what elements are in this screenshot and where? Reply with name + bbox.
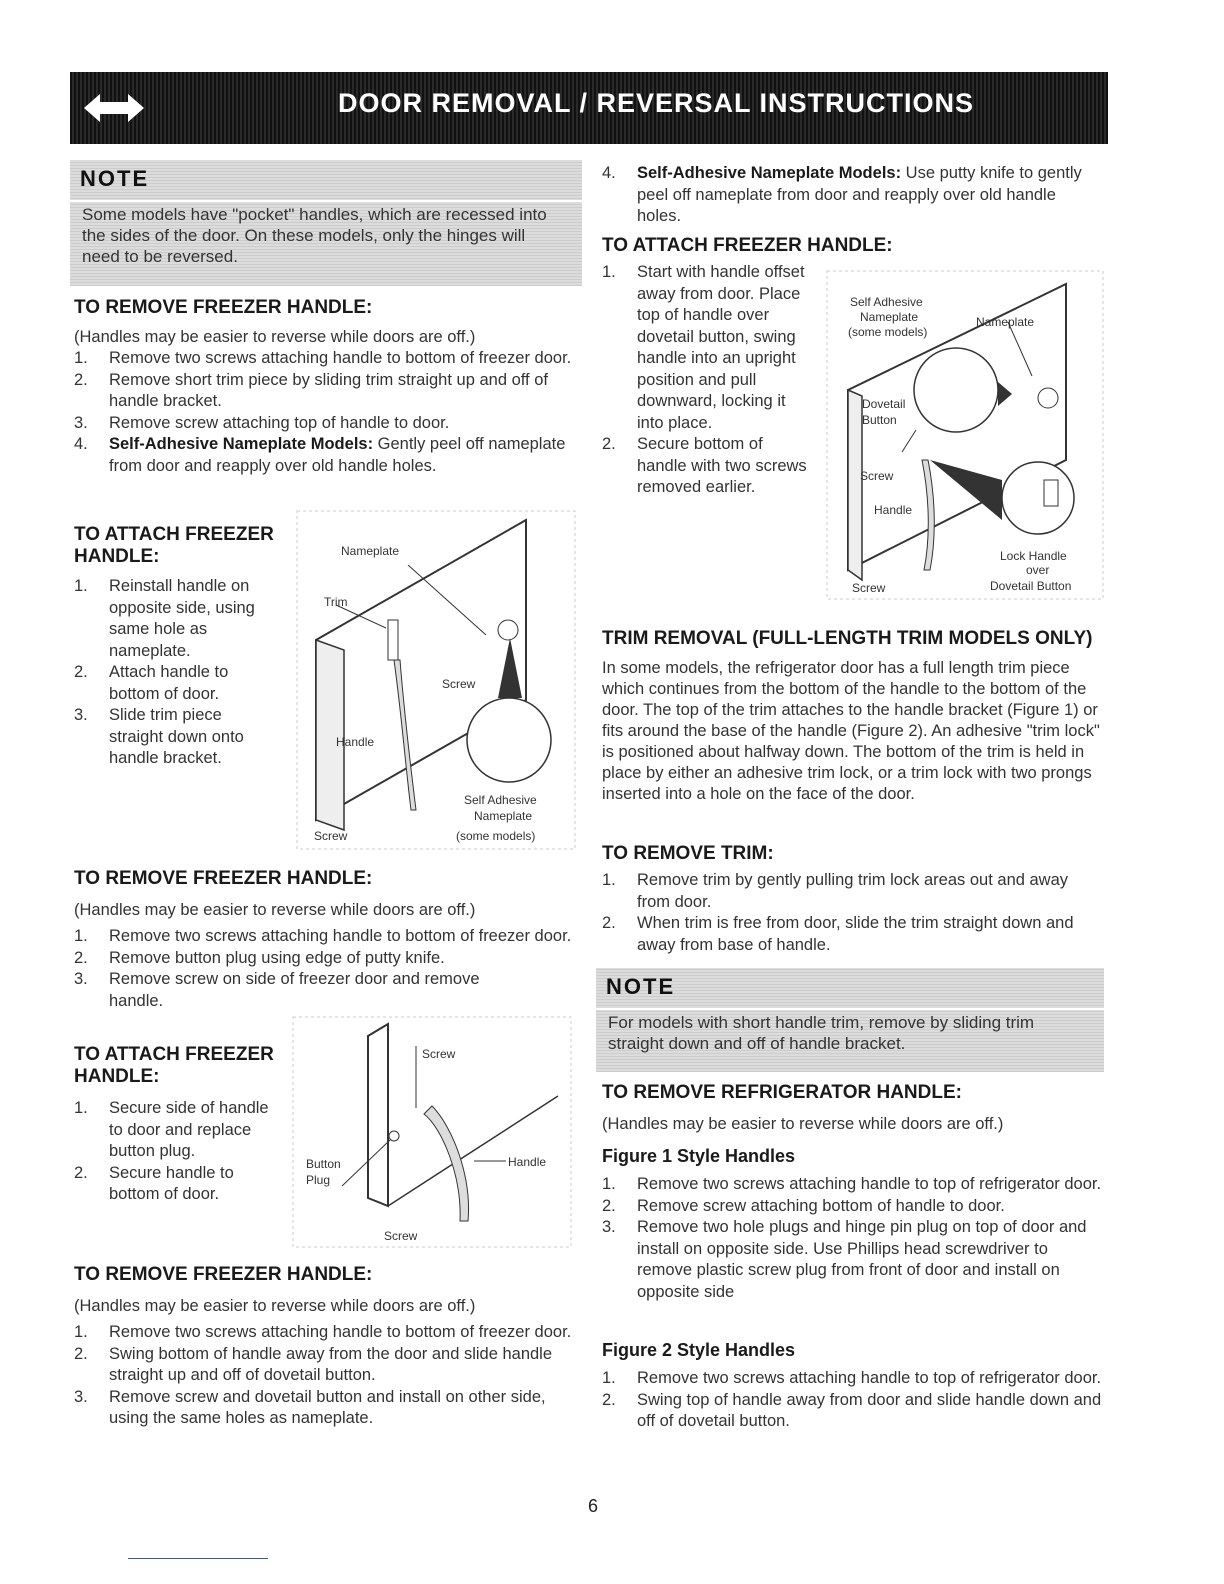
- note-title: NOTE: [606, 974, 676, 999]
- list-item: 3. Remove screw and dovetail button and install on other side, using the same holes as nameplate.: [74, 1387, 546, 1427]
- fig-label: Nameplate: [341, 544, 400, 558]
- fig-label: Self Adhesive: [464, 793, 537, 807]
- header-banner: [70, 72, 1108, 144]
- fig-label: Dovetail: [862, 397, 906, 411]
- fig-label: Dovetail Button: [990, 579, 1072, 593]
- list-item: 3. Remove screw on side of freezer door and remove handle.: [74, 970, 480, 1010]
- fig-label: Handle: [874, 503, 913, 517]
- list-item: 4. Self-Adhesive Nameplate Models: Gently peel off nameplate from door and reapply over old handle holes.: [74, 435, 566, 475]
- fig-label: Screw: [384, 1229, 418, 1243]
- steps-list: [602, 870, 1102, 956]
- fig-label: Screw: [314, 829, 348, 843]
- section-title: TRIM REMOVAL (FULL-LENGTH TRIM MODELS ONLY): [602, 628, 1093, 649]
- fig-label: Screw: [442, 677, 476, 691]
- list-item: 2. Remove button plug using edge of putty knife.: [74, 948, 445, 967]
- list-item: 1. Remove two screws attaching handle to top of refrigerator door.: [602, 1369, 1102, 1387]
- note-text: For models with short handle trim, remove by sliding trim straight down and off of handle bracket.: [608, 1013, 1035, 1053]
- fig-label: over: [1026, 563, 1050, 577]
- list-item: 2. Swing bottom of handle away from the door and slide handle straight up and off of dovetail button.: [74, 1344, 553, 1384]
- section-title: TO REMOVE TRIM:: [602, 843, 774, 864]
- figure-button-plug: [292, 1016, 572, 1248]
- section-intro: (Handles may be easier to reverse while doors are off.): [74, 901, 476, 919]
- fig-label: Trim: [324, 595, 348, 609]
- section-title: TO REMOVE FREEZER HANDLE:: [74, 1264, 373, 1285]
- fig-label: Self Adhesive: [850, 295, 923, 309]
- section-intro: (Handles may be easier to reverse while doors are off.): [74, 328, 476, 346]
- list-item: 4. Self-Adhesive Nameplate Models: Use putty knife to gently peel off nameplate from door and reapply over old handle holes.: [602, 164, 1082, 225]
- fig-label: Nameplate: [474, 809, 533, 823]
- fig-label: Handle: [508, 1155, 547, 1169]
- section-intro: (Handles may be easier to reverse while doors are off.): [602, 1115, 1004, 1133]
- section-title: TO ATTACH FREEZER HANDLE:: [74, 1044, 274, 1087]
- list-item: 2. Swing top of handle away from door and slide handle down and off of dovetail button.: [602, 1390, 1102, 1430]
- section-title: TO REMOVE REFRIGERATOR HANDLE:: [602, 1082, 962, 1103]
- note-box: [596, 968, 1104, 1072]
- note-box: [70, 160, 582, 286]
- section-title: TO REMOVE FREEZER HANDLE:: [74, 868, 373, 889]
- list-item: 2. Secure bottom of handle with two screws removed earlier.: [602, 435, 807, 496]
- section-title: TO ATTACH FREEZER HANDLE:: [602, 235, 893, 256]
- list-item: 1. Remove two screws attaching handle to bottom of freezer door.: [74, 1323, 572, 1341]
- fig-label: Screw: [860, 469, 894, 483]
- page-number: 6: [588, 1496, 599, 1516]
- steps-list: [74, 348, 574, 477]
- steps-list: [602, 163, 1102, 228]
- section-text: In some models, the refrigerator door has a full length trim piece which continues from the bottom of the handle to the bottom of the door. The top of the trim attaches to the handle bracket (Figure 1) or fits around the base of the handle (Figure 2). An adhesive "trim lock" is positioned about halfway down. The bottom of the trim is held in place by either an adhesive trim lock, or a trim lock with two prongs inserted into a hole on the face of the door.: [602, 659, 1100, 803]
- list-item: 3. Slide trim piece straight down onto handle bracket.: [74, 706, 244, 767]
- fig-label: Plug: [306, 1173, 331, 1187]
- divider: [128, 1558, 268, 1559]
- double-arrow-icon: [84, 90, 144, 126]
- section-intro: (Handles may be easier to reverse while doors are off.): [74, 1297, 476, 1315]
- list-item: 1. Reinstall handle on opposite side, using same hole as nameplate.: [74, 577, 255, 660]
- fig-label: Nameplate: [860, 310, 919, 324]
- list-item: 2. Remove screw attaching bottom of handle to door.: [602, 1196, 1005, 1215]
- steps-list: [74, 576, 280, 770]
- steps-list: [74, 926, 574, 1012]
- steps-list: [602, 1174, 1102, 1303]
- list-item: 1. Start with handle offset away from door. Place top of handle over dovetail button, swing handle into an upright position and pull downward, locking it into place.: [602, 263, 805, 432]
- subsection-title: Figure 2 Style Handles: [602, 1340, 796, 1360]
- section-title: TO REMOVE FREEZER HANDLE:: [74, 297, 373, 318]
- page-title: DOOR REMOVAL / REVERSAL INSTRUCTIONS: [338, 88, 975, 118]
- list-item: 1. Remove two screws attaching handle to bottom of freezer door.: [74, 349, 572, 367]
- fig-label: Nameplate: [976, 315, 1035, 329]
- fig-label: (some models): [848, 325, 928, 339]
- list-item: 1. Secure side of handle to door and replace button plug.: [74, 1099, 269, 1160]
- fig-label: Button: [862, 413, 897, 427]
- list-item: 1. Remove two screws attaching handle to top of refrigerator door.: [602, 1175, 1102, 1193]
- list-item: 1. Remove two screws attaching handle to bottom of freezer door.: [74, 927, 572, 945]
- subsection-title: Figure 1 Style Handles: [602, 1146, 796, 1166]
- steps-list: [602, 1368, 1102, 1433]
- list-item: 3. Remove screw attaching top of handle to door.: [74, 413, 450, 432]
- list-item: 1. Remove trim by gently pulling trim lock areas out and away from door.: [602, 871, 1069, 911]
- section-title: TO ATTACH FREEZER HANDLE:: [74, 524, 274, 567]
- fig-label: Handle: [336, 735, 375, 749]
- fig-label: Screw: [422, 1047, 456, 1061]
- fig-label: (some models): [456, 829, 536, 843]
- list-item: 2. Remove short trim piece by sliding trim straight up and off of handle bracket.: [74, 370, 548, 410]
- list-item: 3. Remove two hole plugs and hinge pin plug on top of door and install on opposite side. Use Phillips head screwdriver to remove plastic screw plug from front of door and install on opposite side: [602, 1218, 1087, 1301]
- list-item: 2. When trim is free from door, slide the trim straight down and away from base of handle.: [602, 914, 1074, 954]
- steps-list: [74, 1098, 274, 1206]
- figure-handle-trim: [296, 510, 576, 850]
- fig-label: Screw: [852, 581, 886, 595]
- fig-label: Lock Handle: [1000, 549, 1067, 563]
- fig-label: Button: [306, 1157, 341, 1171]
- list-item: 2. Secure handle to bottom of door.: [74, 1163, 234, 1203]
- figure-dovetail-handle: [826, 270, 1104, 600]
- steps-list: [602, 262, 810, 499]
- note-text: Some models have "pocket" handles, which are recessed into the sides of the door. On these models, only the hinges will need to be reversed.: [82, 205, 547, 266]
- steps-list: [74, 1322, 574, 1430]
- list-item: 2. Attach handle to bottom of door.: [74, 663, 229, 703]
- note-title: NOTE: [80, 166, 150, 191]
